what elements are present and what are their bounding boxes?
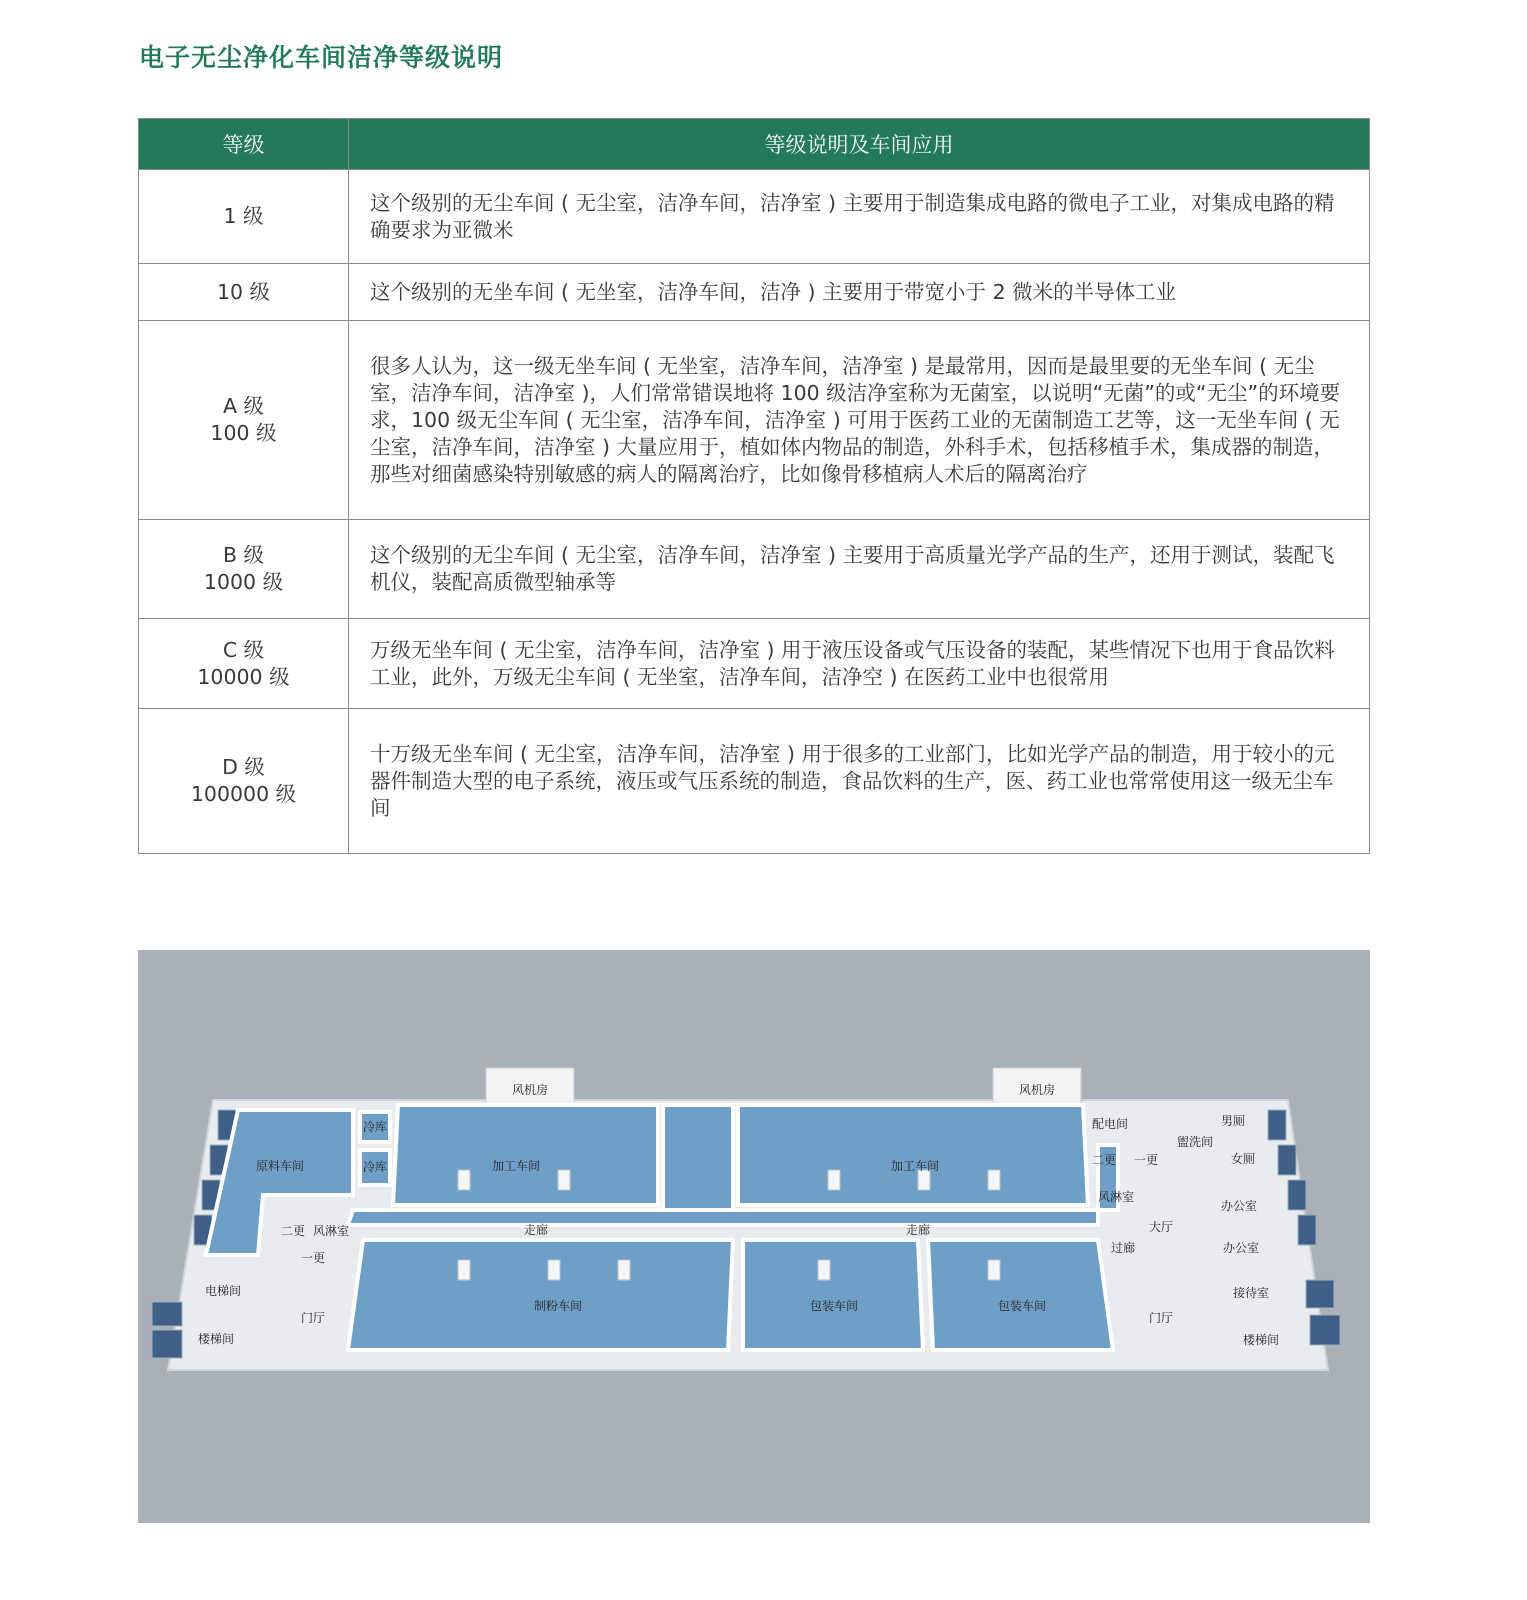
table-header-row [139, 119, 1370, 170]
grade-cell: B 级 1000 级 [139, 520, 349, 619]
description-cell: 这个级别的无坐车间 ( 无坐室，洁净车间，洁净 ) 主要用于带宽小于 2 微米的半导体工业 [349, 264, 1370, 321]
processing-room-right [738, 1105, 1088, 1205]
description-cell: 万级无坐车间 ( 无尘室，洁净车间，洁净室 ) 用于液压设备或气压设备的装配，某些情况下也用于食品饮料工业，此外，万级无尘车间 ( 无坐室，洁净车间，洁净空 ) 在医药工业中也很常用 [349, 619, 1370, 709]
table-row [139, 264, 1370, 321]
table-row [139, 619, 1370, 709]
description-cell: 这个级别的无尘车间 ( 无尘室，洁净车间，洁净室 ) 主要用于制造集成电路的微电子工业，对集成电路的精确要求为亚微米 [349, 170, 1370, 264]
reception-label: 接待室 [1232, 1286, 1270, 1300]
packing-room-1 [743, 1240, 923, 1350]
corridor [348, 1210, 1098, 1225]
grade-cell: 1 级 [139, 170, 349, 264]
stairs-left-label: 楼梯间 [197, 1332, 235, 1346]
table-row [139, 170, 1370, 264]
description-cell: 很多人认为，这一级无坐车间 ( 无坐室，洁净车间，洁净室 ) 是最常用，因而是最里要的无坐车间 ( 无尘室，洁净车间，洁净室 )，人们常常错误地将 100 级洁净室称为无菌室，以说明“无菌”的或“无尘”的环境要求，100 级无尘车间 ( 无尘室，洁净车间，洁净室 ) 可用于医药工业的无菌制造工艺等，这一无坐车间 ( 无尘室，洁净车间，洁净室 ) 大量应用于，植如体内物品的制造，外科手术，包括移植手术，集成器的制造，那些对细菌感染特别敏感的病人的隔离治疗，比如像骨移植病人术后的隔离治疗 [349, 321, 1370, 520]
womens-room-label: 女厕 [1230, 1152, 1256, 1166]
hall-label: 大厅 [1148, 1220, 1174, 1234]
central-corridor [663, 1105, 733, 1215]
fan-room-left-label: 风机房 [511, 1083, 549, 1097]
raw-material-label: 原料车间 [255, 1159, 305, 1173]
power-room-label: 配电间 [1091, 1117, 1129, 1131]
table-row [139, 709, 1370, 854]
second-change-left-label: 二更 [280, 1224, 306, 1238]
mens-room-label: 男厕 [1220, 1114, 1246, 1128]
powder-room-label: 制粉车间 [533, 1299, 583, 1313]
corridor-right-label: 走廊 [905, 1223, 931, 1237]
cleanliness-grade-table [138, 118, 1370, 854]
grade-cell: C 级 10000 级 [139, 619, 349, 709]
packing-2-label: 包装车间 [997, 1299, 1047, 1313]
second-change-right-label: 二更 [1091, 1153, 1117, 1167]
cold-store-1-label: 冷库 [362, 1120, 388, 1134]
lobby-left-label: 门厅 [300, 1311, 326, 1325]
workshop-floorplan-render [138, 950, 1370, 1523]
stairs-right-label: 楼梯间 [1242, 1333, 1280, 1347]
grade-cell: A 级 100 级 [139, 321, 349, 520]
buffer-label: 过廊 [1110, 1241, 1136, 1255]
wash-room-label: 盥洗间 [1176, 1135, 1214, 1149]
office-2-label: 办公室 [1222, 1241, 1260, 1255]
fan-room-right-label: 风机房 [1018, 1083, 1056, 1097]
description-cell: 十万级无坐车间 ( 无尘室，洁净车间，洁净室 ) 用于很多的工业部门，比如光学产品的制造，用于较小的元器件制造大型的电子系统，液压或气压系统的制造，食品饮料的生产，医、药工业也常常使用这一级无尘车间 [349, 709, 1370, 854]
first-change-left-label: 一更 [300, 1251, 326, 1265]
table-row [139, 520, 1370, 619]
first-change-right-label: 一更 [1133, 1153, 1159, 1167]
column-header-grade: 等级 [139, 119, 349, 170]
corridor-left-label: 走廊 [523, 1223, 549, 1237]
elevator-label: 电梯间 [204, 1284, 242, 1298]
processing-left-label: 加工车间 [491, 1159, 541, 1173]
air-shower-right-label: 风淋室 [1097, 1190, 1135, 1204]
processing-room-left [393, 1105, 658, 1205]
lobby-right-label: 门厅 [1148, 1311, 1174, 1325]
page-title: 电子无尘净化车间洁净等级说明 [139, 43, 504, 72]
floorplan-drawing [138, 950, 1370, 1523]
column-header-description: 等级说明及车间应用 [349, 119, 1370, 170]
cold-store-2-label: 冷库 [362, 1160, 388, 1174]
description-cell: 这个级别的无尘车间 ( 无尘室，洁净车间，洁净室 ) 主要用于高质量光学产品的生产，还用于测试，装配飞机仪，装配高质微型轴承等 [349, 520, 1370, 619]
packing-room-2 [928, 1240, 1113, 1350]
grade-cell: D 级 100000 级 [139, 709, 349, 854]
air-shower-left-label: 风淋室 [312, 1224, 350, 1238]
packing-1-label: 包装车间 [809, 1299, 859, 1313]
grade-cell: 10 级 [139, 264, 349, 321]
table-row [139, 321, 1370, 520]
powder-room [348, 1240, 733, 1350]
processing-right-label: 加工车间 [890, 1159, 940, 1173]
office-1-label: 办公室 [1220, 1199, 1258, 1213]
